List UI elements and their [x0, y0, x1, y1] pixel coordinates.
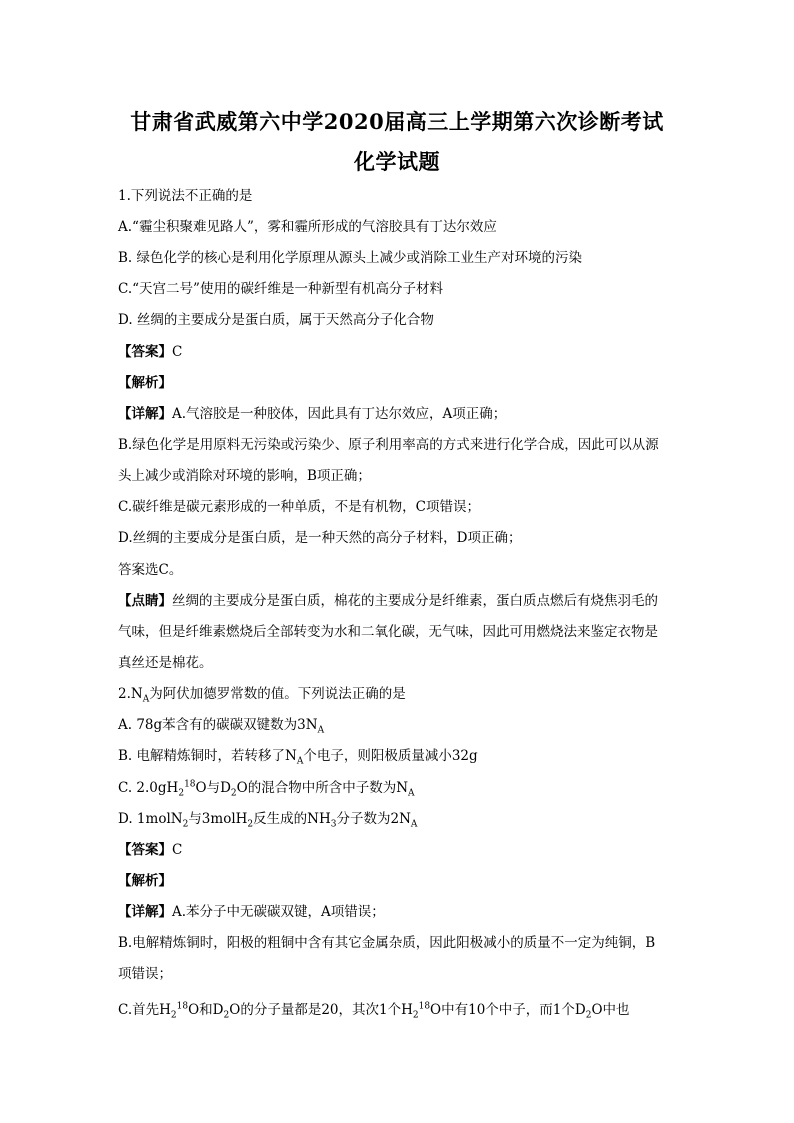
q2-option-c-post: O的混合物中所含中子数为N [236, 780, 409, 796]
q1-option-b: B. 绿色化学的核心是利用化学原理从源头上减少或消除工业生产对环境的污染 [118, 250, 583, 266]
q2-detail-c-post: O中也 [591, 1002, 630, 1018]
q2-option-d-mid3: 分子数为2N [336, 811, 411, 827]
detail-tag: 【详解】 [118, 406, 172, 422]
q2-option-a [118, 716, 688, 734]
q2-detail-b1: B.电解精炼铜时，阳极的粗铜中含有其它金属杂质，因此阳极减小的质量不一定为纯铜，B [118, 935, 656, 951]
document-title: 甘肃省武威第六中学2020届高三上学期第六次诊断考试 [130, 109, 664, 134]
detail-text: A.苯分子中无碳碳双键，A项错误； [172, 904, 385, 920]
q2-option-c [118, 779, 688, 797]
q1-conclusion: 答案选C。 [118, 562, 183, 578]
q2-option-d-sub1: 2 [182, 819, 189, 830]
q2-option-a-sub: A [317, 725, 325, 736]
q2-option-c-sub2: 2 [230, 788, 237, 799]
q1-option-c: C.“天宫二号”使用的碳纤维是一种新型有机高分子材料 [118, 281, 443, 297]
answer-tag: 【答案】 [118, 344, 172, 360]
document-subtitle: 化学试题 [354, 149, 440, 174]
q2-detail-b2: 项错误； [118, 966, 172, 982]
q1-answer [118, 343, 688, 361]
answer-tag: 【答案】 [118, 842, 172, 858]
q2-analysis-tag: 【解析】 [118, 873, 172, 889]
q2-option-d-mid1: 与3molH [188, 811, 248, 827]
q2-option-b-sub: A [296, 756, 304, 767]
detail-tag: 【详解】 [118, 904, 172, 920]
q2-detail-c-mid3: O中有10个中子，而1个D [430, 1002, 586, 1018]
q2-option-c-sub1: 2 [178, 788, 185, 799]
q2-option-d-sub3: 3 [330, 819, 337, 830]
q2-option-d [118, 810, 688, 828]
q2-option-d-mid2: 反生成的NH [253, 811, 331, 827]
q1-detail-b1: B.绿色化学是用原料无污染或污染少、原子利用率高的方式来进行化学合成，因此可以从源 [118, 437, 659, 453]
q1-detail-d: D.丝绸的主要成分是蛋白质，是一种天然的高分子材料，D项正确； [118, 530, 522, 546]
q1-option-a: A.“霾尘积聚难见路人”，雾和霾所形成的气溶胶具有丁达尔效应 [118, 219, 497, 235]
q1-detail-a [118, 405, 688, 423]
answer-value: C [172, 842, 183, 858]
q2-detail-c-sup1: 18 [176, 1001, 189, 1012]
q1-analysis-tag: 【解析】 [118, 375, 172, 391]
q2-answer [118, 841, 688, 859]
q1-tip-3: 真丝还是棉花。 [118, 655, 213, 671]
q2-option-c-pre: C. 2.0gH [118, 780, 179, 796]
q2-detail-c-mid2: O的分子量都是20，其次1个H [229, 1002, 413, 1018]
q2-option-b-post: 个电子，则阳极质量减小32g [303, 748, 478, 764]
q2-stem [118, 685, 688, 703]
q2-option-d-pre: D. 1molN [118, 811, 183, 827]
q2-detail-c-mid1: O和D [188, 1002, 224, 1018]
q2-option-a-text: A. 78g苯含有的碳碳双键数为3N [118, 717, 318, 733]
q2-detail-c [118, 1001, 688, 1019]
q2-detail-c-sub1: 2 [170, 1010, 177, 1021]
q2-detail-c-sup2: 18 [418, 1001, 431, 1012]
q1-option-d: D. 丝绸的主要成分是蛋白质，属于天然高分子化合物 [118, 312, 434, 328]
q2-detail-c-sub3: 2 [412, 1010, 419, 1021]
q2-detail-c-sub2: 2 [223, 1010, 230, 1021]
q2-stem-pre: 2.N [118, 686, 143, 702]
q1-tip-2: 气味，但是纤维素燃烧后全部转变为水和二氧化碳，无气味，因此可用燃烧法来鉴定衣物是 [118, 624, 658, 640]
tip-tag: 【点睛】 [118, 593, 172, 609]
q2-option-b-pre: B. 电解精炼铜时，若转移了N [118, 748, 297, 764]
q2-option-d-sub4: A [410, 819, 418, 830]
tip-text: 丝绸的主要成分是蛋白质，棉花的主要成分是纤维素，蛋白质点燃后有烧焦羽毛的 [172, 593, 658, 609]
q2-detail-c-sub4: 2 [585, 1010, 592, 1021]
q1-tip-1 [118, 592, 688, 610]
q2-option-c-sup: 18 [184, 779, 196, 790]
q2-stem-sub: A [142, 694, 150, 705]
q2-detail-c-pre: C.首先H [118, 1002, 171, 1018]
q2-option-d-sub2: 2 [247, 819, 254, 830]
q1-detail-b2: 头上减少或消除对环境的影响，B项正确； [118, 468, 371, 484]
q2-option-c-sub3: A [408, 788, 415, 799]
q1-detail-c: C.碳纤维是碳元素形成的一种单质，不是有机物，C项错误； [118, 499, 480, 515]
q2-stem-post: 为阿伏加德罗常数的值。下列说法正确的是 [149, 686, 406, 702]
q2-detail-a [118, 903, 688, 921]
q2-option-b [118, 747, 688, 765]
q1-stem: 1.下列说法不正确的是 [118, 188, 253, 204]
detail-text: A.气溶胶是一种胶体，因此具有丁达尔效应，A项正确； [172, 406, 507, 422]
q2-option-c-mid: O与D [195, 780, 231, 796]
answer-value: C [172, 344, 183, 360]
